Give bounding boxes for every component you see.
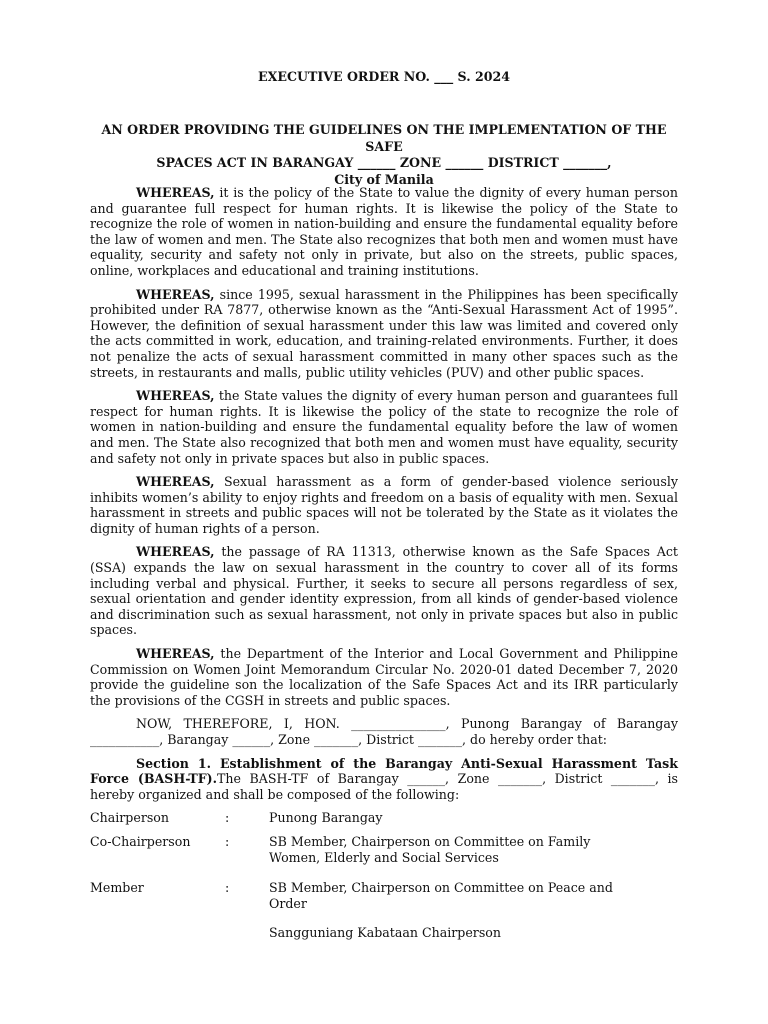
paragraph-text: it is the policy of the State to value the dignity of every human person and guarantee full respect for human rights. It is likewise the policy of the State to recognize the role of women in nation-building and ensure the fundamental equality before the law of women and men. The State also recognizes that both men and women must have equality, security and safety not only in private, but also on the streets, public spaces, online, workplaces and educational and training institutions. <box>90 185 678 278</box>
member-description-line: Punong Barangay <box>269 810 383 826</box>
whereas-lead: WHEREAS, <box>136 646 215 662</box>
document-title: EXECUTIVE ORDER NO. ___ S. 2024 <box>257 69 511 84</box>
member-description-line: Sangguniang Kabataan Chairperson <box>269 925 501 941</box>
whereas-paragraph <box>90 388 678 466</box>
now-therefore-paragraph: NOW, THEREFORE, I, HON. _______________, Punong Barangay of Barangay ___________, Barangay ______, Zone _______, District _______, do hereby order that: <box>90 716 678 747</box>
paragraph-text: since 1995, sexual harassment in the Philippines has been specifically prohibited under RA 7877, otherwise known as the “Anti-Sexual Harassment Act of 1995”. However, the definition of sexual harassment under this law was limited and covered only the acts committed in work, education, and training-related environments. Further, it does not penalize the acts of sexual harassment committed in many other spaces such as the streets, in restaurants and malls, public utility vehicles (PUV) and other public spaces. <box>90 286 678 380</box>
member-role: Member <box>90 879 144 895</box>
member-colon <box>225 925 269 941</box>
member-colon: : <box>225 834 230 850</box>
member-description <box>269 925 629 941</box>
member-description <box>269 880 629 912</box>
section-1-paragraph <box>90 756 678 803</box>
document-body <box>90 185 678 941</box>
member-description <box>269 810 629 826</box>
section-1-text: The BASH-TF of Barangay ______, Zone _______, District _______, is hereby organized and shall be composed of the following: <box>90 771 678 802</box>
paragraph-text: the Department of the Interior and Local Government and Philippine Commission on Women Joint Memorandum Circular No. 2020-01 dated December 7, 2020 provide the guideline son the localization of the Safe Spaces Act and its IRR particularly the provisions of the CGSH in streets and public spaces. <box>90 646 678 708</box>
member-row <box>90 925 678 941</box>
member-row <box>90 834 678 866</box>
whereas-lead: WHEREAS, <box>136 185 215 200</box>
member-colon: : <box>225 810 230 826</box>
whereas-paragraph <box>90 646 678 708</box>
subtitle-line: AN ORDER PROVIDING THE GUIDELINES ON THE IMPLEMENTATION OF THE SAFE <box>101 122 667 154</box>
member-description-line: SB Member, Chairperson on Committee on Family <box>269 834 591 850</box>
member-description-line: SB Member, Chairperson on Committee on Peace and <box>269 879 613 895</box>
whereas-paragraph <box>90 474 678 536</box>
subtitle-city: City of Manila <box>334 171 434 187</box>
member-row <box>90 880 678 912</box>
whereas-paragraph <box>90 185 678 279</box>
member-role: Chairperson <box>90 810 169 826</box>
member-description <box>269 834 629 866</box>
member-role <box>90 925 225 941</box>
paragraph-text: Sexual harassment as a form of gender-based violence seriously inhibits women’s ability to enjoy rights and freedom on a basis of equality with men. Sexual harassment in streets and public spaces will not be tolerated by the State as it violates the dignity of human rights of a person. <box>90 474 678 536</box>
whereas-lead: WHEREAS, <box>136 286 215 302</box>
paragraph-text: the passage of RA 11313, otherwise known as the Safe Spaces Act (SSA) expands the law on sexual harassment in the country to cover all of its forms including verbal and physical. Further, it seeks to secure all persons regardless of sex, sexual orientation and gender identity expression, from all kinds of gender-based violence and discrimination such as sexual harassment, not only in private spaces but also in public spaces. <box>90 544 678 638</box>
whereas-lead: WHEREAS, <box>136 388 215 404</box>
whereas-paragraph <box>90 544 678 638</box>
task-force-members <box>90 810 678 941</box>
member-colon: : <box>225 879 230 895</box>
whereas-lead: WHEREAS, <box>136 474 215 490</box>
member-row <box>90 810 678 826</box>
paragraph-text: the State values the dignity of every human person and guarantees full respect for human rights. It is likewise the policy of the state to recognize the role of women in nation-building and ensure the fundamental equality before the law of women and men. The State also recognized that both men and women must have equality, security and safety not only in private spaces but also in public spaces. <box>90 388 678 466</box>
whereas-lead: WHEREAS, <box>136 544 215 560</box>
member-role: Co-Chairperson <box>90 834 191 850</box>
document-subtitle <box>90 122 678 188</box>
member-description-line: Order <box>269 895 307 911</box>
member-description-line: Women, Elderly and Social Services <box>269 849 499 865</box>
subtitle-line: SPACES ACT IN BARANGAY ______ ZONE ______ DISTRICT _______, <box>156 155 612 170</box>
whereas-paragraph <box>90 287 678 381</box>
section-1-heading: Section 1. Establishment of the Barangay Anti-Sexual Harassment Task Force (BASH-TF). <box>90 755 678 787</box>
